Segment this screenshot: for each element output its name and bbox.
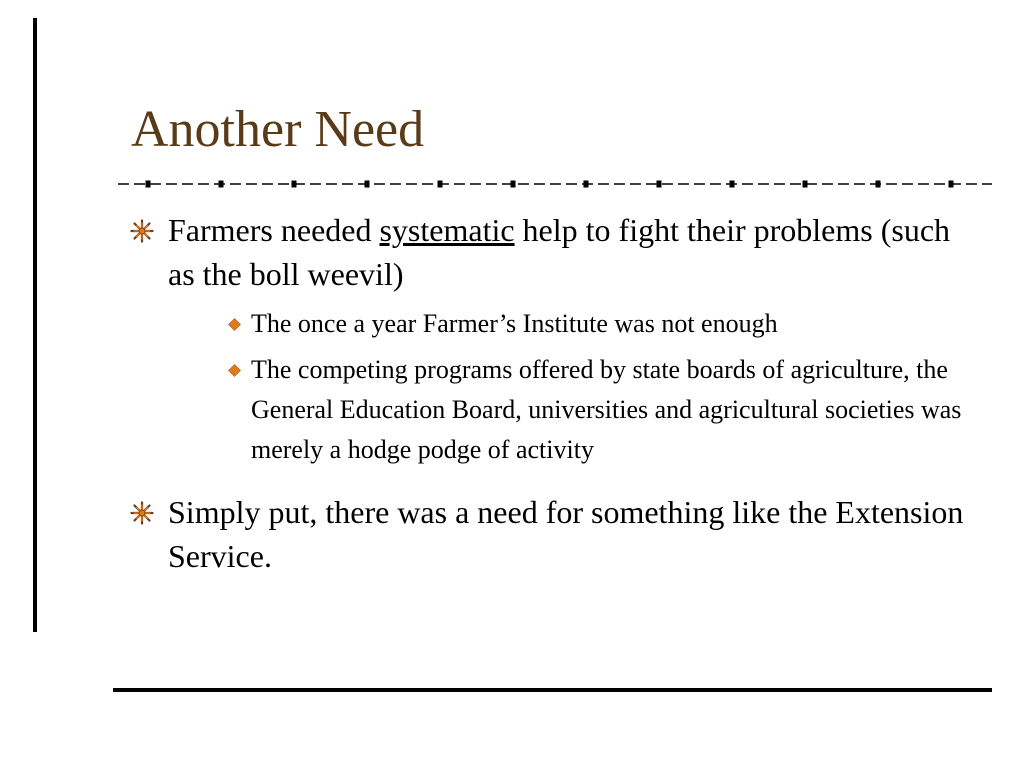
bullet-1-emphasis: systematic	[379, 212, 515, 248]
divider-dot	[876, 181, 881, 188]
divider-dot	[511, 181, 516, 188]
starburst-icon	[130, 219, 154, 243]
bullet-item-1	[130, 208, 970, 470]
left-vertical-rule	[33, 18, 37, 632]
sub-bullet-list	[168, 304, 970, 470]
divider-dot	[292, 181, 297, 188]
sub-bullet-item-1	[206, 304, 970, 344]
divider-dot	[438, 181, 443, 188]
divider-dot	[584, 181, 589, 188]
starburst-icon	[130, 501, 154, 525]
sub-bullet-item-2	[206, 350, 970, 470]
sub-bullet-2-text: The competing programs offered by state boards of agriculture, the General Education Board, universities and agricultural societies was merely a hodge podge of activity	[251, 355, 962, 464]
diamond-icon	[228, 318, 241, 331]
sub-bullet-1-text: The once a year Farmer’s Institute was not enough	[251, 309, 778, 338]
bottom-horizontal-rule	[113, 688, 992, 692]
divider-dot	[803, 181, 808, 188]
divider-dot	[219, 181, 224, 188]
divider-dot	[949, 181, 954, 188]
bullet-2-text: Simply put, there was a need for something like the Extension Service.	[168, 494, 964, 574]
slide-title: Another Need	[131, 101, 425, 158]
bullet-1-text-after: help to fight their problems (such as the boll weevil)	[168, 212, 951, 292]
slide-body	[130, 208, 970, 598]
divider-dot	[146, 181, 151, 188]
bullet-item-2	[130, 490, 970, 578]
diamond-icon	[228, 364, 241, 377]
divider-dot	[730, 181, 735, 188]
divider-dot	[365, 181, 370, 188]
title-divider	[118, 176, 992, 192]
bullet-1-text-before: Farmers needed	[168, 212, 380, 248]
divider-dot	[657, 181, 662, 188]
